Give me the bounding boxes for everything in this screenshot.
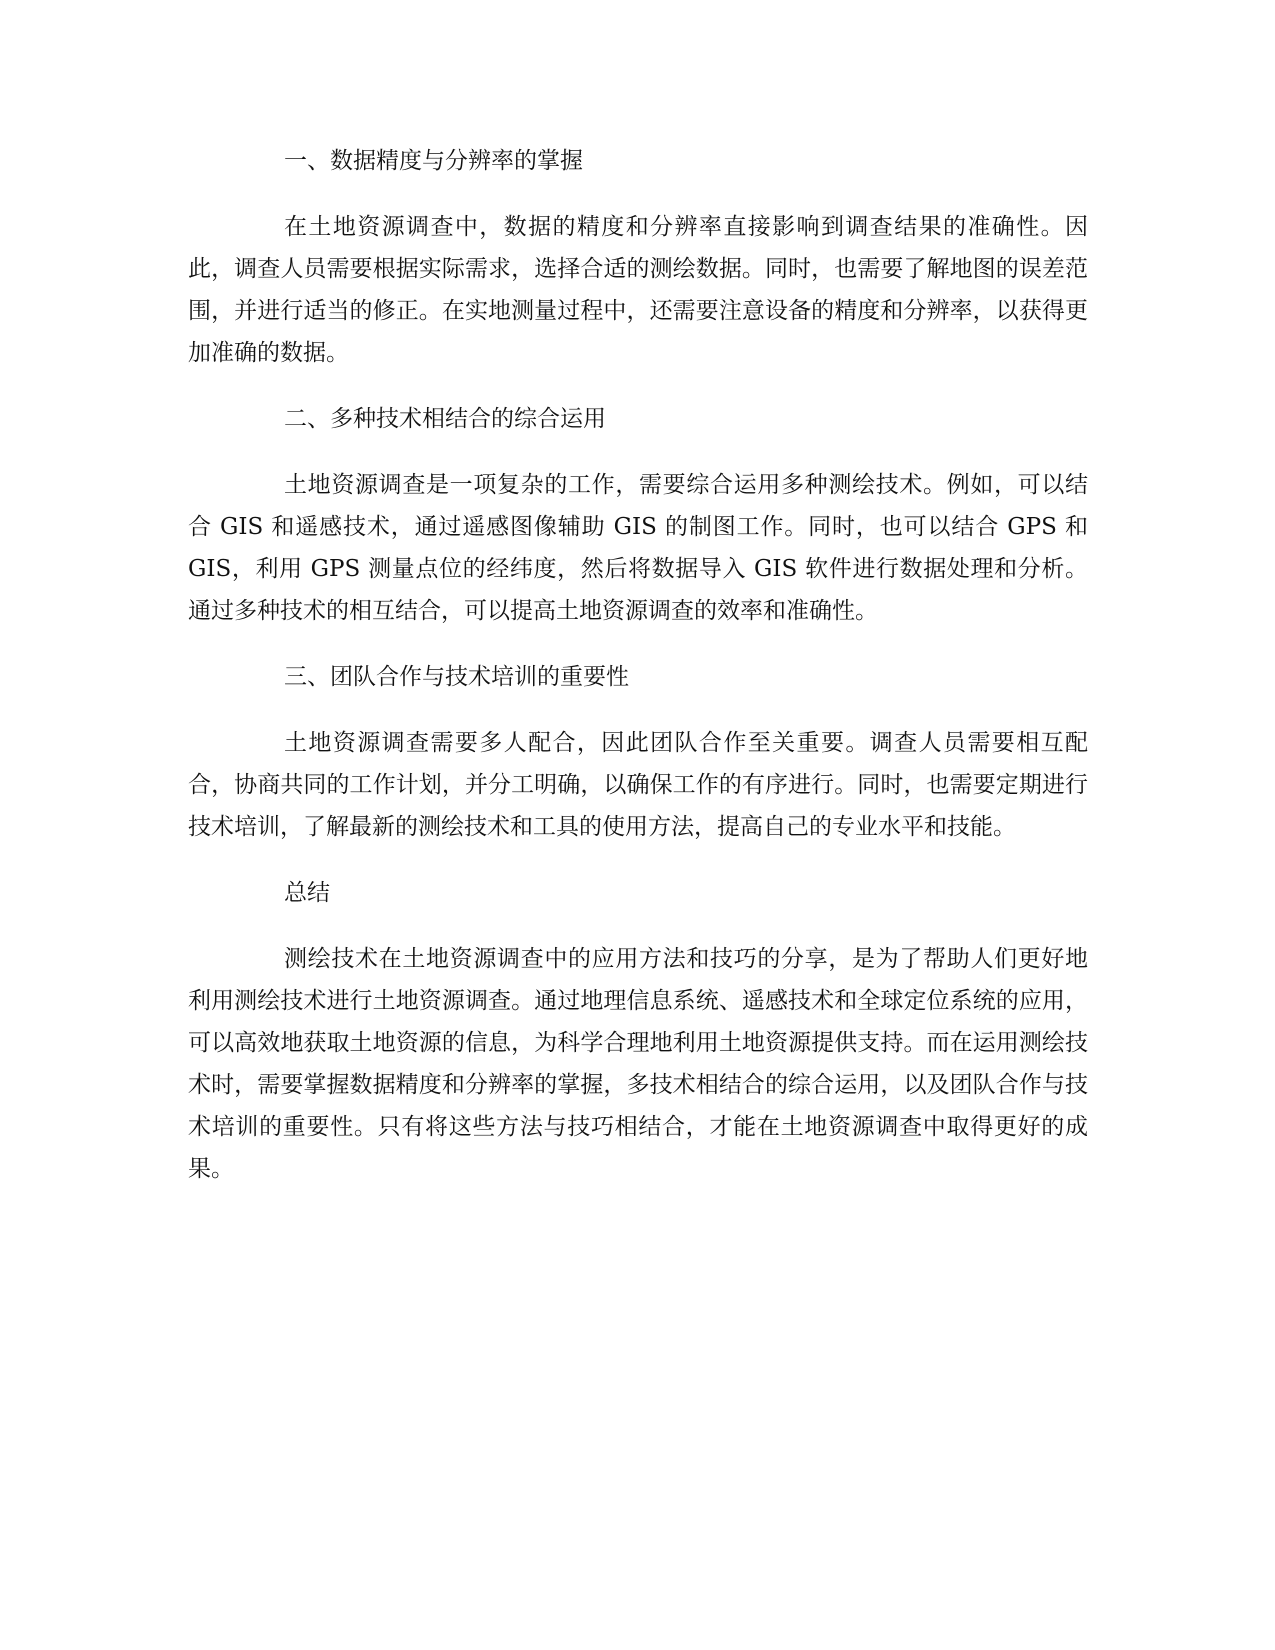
summary-heading: 总结 xyxy=(284,880,330,906)
section-body-3: 土地资源调查需要多人配合，因此团队合作至关重要。调查人员需要相互配合，协商共同的工作计划，并分工明确，以确保工作的有序进行。同时，也需要定期进行技术培训，了解最新的测绘技术和工具的使用方法，提高自己的专业水平和技能。 xyxy=(188,730,1088,840)
section-heading-1: 一、数据精度与分辨率的掌握 xyxy=(284,148,583,174)
section-heading-2: 二、多种技术相结合的综合运用 xyxy=(284,406,606,432)
section-heading-3: 三、团队合作与技术培训的重要性 xyxy=(284,664,629,690)
summary-body: 测绘技术在土地资源调查中的应用方法和技巧的分享，是为了帮助人们更好地利用测绘技术进行土地资源调查。通过地理信息系统、遥感技术和全球定位系统的应用，可以高效地获取土地资源的信息，为科学合理地利用土地资源提供支持。而在运用测绘技术时，需要掌握数据精度和分辨率的掌握，多技术相结合的综合运用，以及团队合作与技术培训的重要性。只有将这些方法与技巧相结合，才能在土地资源调查中取得更好的成果。 xyxy=(188,946,1088,1182)
document-page xyxy=(188,140,1088,1214)
section-body-1: 在土地资源调查中，数据的精度和分辨率直接影响到调查结果的准确性。因此，调查人员需要根据实际需求，选择合适的测绘数据。同时，也需要了解地图的误差范围，并进行适当的修正。在实地测量过程中，还需要注意设备的精度和分辨率，以获得更加准确的数据。 xyxy=(188,214,1088,366)
section-body-2: 土地资源调查是一项复杂的工作，需要综合运用多种测绘技术。例如，可以结合 GIS 和遥感技术，通过遥感图像辅助 GIS 的制图工作。同时，也可以结合 GPS 和 GIS，利用 GPS 测量点位的经纬度，然后将数据导入 GIS 软件进行数据处理和分析。通过多种技术的相互结合，可以提高土地资源调查的效率和准确性。 xyxy=(188,472,1088,624)
